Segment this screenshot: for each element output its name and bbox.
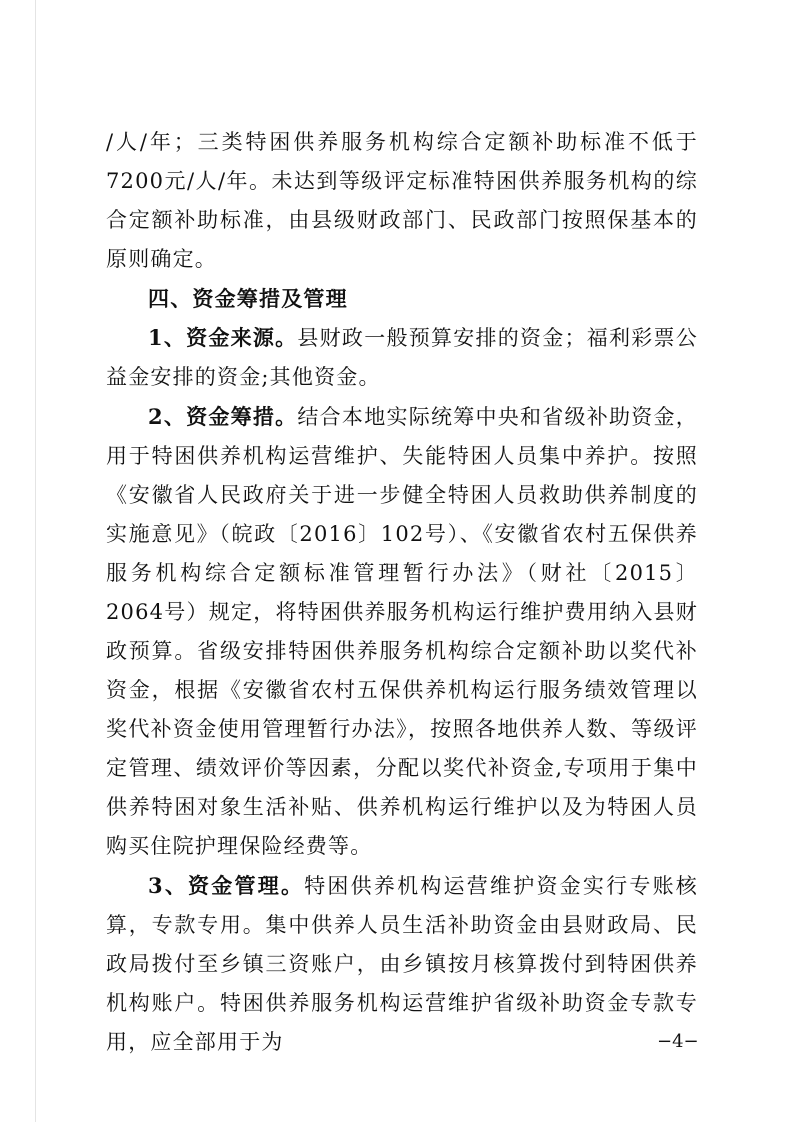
page-number: −4−	[657, 1031, 699, 1052]
document-body	[106, 123, 698, 1062]
item-funding-source	[106, 318, 698, 397]
item-funding-raising	[106, 397, 698, 866]
paragraph-text: /人/年；三类特困供养服务机构综合定额补助标准不低于7200元/人/年。未达到等级评定标准特困供养服务机构的综合定额补助标准，由县级财政部门、民政部门按照保基本的原则确定。	[106, 130, 698, 271]
paragraph-continuation	[106, 123, 698, 279]
item-funding-management	[106, 866, 698, 1062]
item-text: 结合本地实际统筹中央和省级补助资金，用于特困供养机构运营维护、失能特困人员集中养护。按照《安徽省人民政府关于进一步健全特困人员救助供养制度的实施意见》（皖政〔2016〕102号）、《安徽省农村五保供养服务机构综合定额标准管理暂行办法》（财社〔2015〕2064号）规定，将特困供养服务机构运行维护费用纳入县财政预算。省级安排特困供养服务机构综合定额补助以奖代补资金，根据《安徽省农村五保供养机构运行服务绩效管理以奖代补资金使用管理暂行办法》，按照各地供养人数、等级评定管理、绩效评价等因素，分配以奖代补资金,专项用于集中供养特困对象生活补贴、供养机构运行维护以及为特困人员购买住院护理保险经费等。	[106, 405, 698, 858]
page-edge-line	[35, 0, 36, 1122]
item-text: 县财政一般预算安排的资金；福利彩票公益金安排的资金;其他资金。	[106, 326, 698, 389]
item-lead: 3、资金管理。	[148, 873, 305, 898]
item-lead: 1、资金来源。	[148, 325, 298, 350]
section-heading: 四、资金筹措及管理	[148, 286, 348, 311]
item-text: 特困供养机构运营维护资金实行专账核算，专款专用。集中供养人员生活补助资金由县财政局、民政局拨付至乡镇三资账户，由乡镇按月核算拨付到特困供养机构账户。特困供养服务机构运营维护省级补助资金专款专用，应全部用于为	[106, 874, 698, 1054]
item-lead: 2、资金筹措。	[148, 404, 298, 429]
